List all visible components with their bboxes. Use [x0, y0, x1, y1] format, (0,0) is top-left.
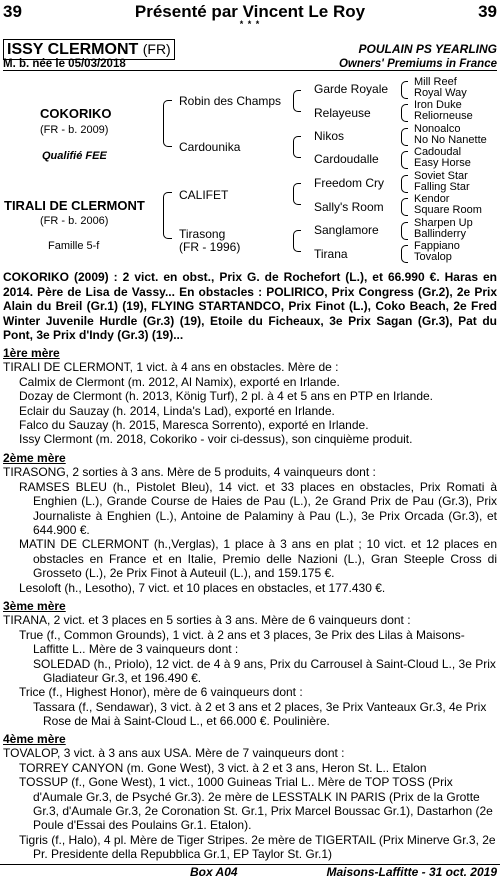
- page-number-left: 39: [3, 2, 22, 21]
- matin-de-clermont: MATIN DE CLERMONT (h.,Verglas), 1 place à 3 ans en plat ; 10 vict. et 12 places en obstacles en France et en Italie, Premio delle Nazioni (L.), Gran Steeple Cross di Grosseto (L.), 2e Prix Finot à Auteuil (L.), and 159.175 €.: [19, 537, 497, 581]
- first-dam-intro: TIRALI DE CLERMONT, 1 vict. à 4 ans en obstacles. Mère de :: [3, 360, 339, 375]
- tassara-entry: Tassara (f., Sendawar), 3 vict. à 2 et 3 ans et 2 places, 3e Prix Vanteaux Gr.3, 4e Prix Rose de Mai à Saint-Cloud L., et 66.000 €. Poulinière.: [33, 699, 487, 729]
- brace-g2-4: [293, 230, 301, 252]
- gen4-4: Reliorneuse: [414, 110, 473, 122]
- tossup-entry: TOSSUP (f., Gone West), 1 vict., 1000 Guineas Trial L.. Mère de TOP TOSS (Prix d'Aumale Gr.3, de Psyché Gr.3). 2e mère de LESSTALK IN PARIS (Prix de la Grotte Gr.3, d'Aumale Gr.3, 2e Coronation St. Gr.1, Prix Marcel Boussac Gr.1), Dastarhon (2e Poule d'Essai des Poulains Gr.1. Etalon).: [19, 775, 493, 833]
- brace-g3-2: [401, 104, 408, 122]
- section-second-dam: [3, 451, 497, 595]
- gen3-7: Sanglamore: [314, 223, 379, 237]
- brace-g3-3: [401, 128, 408, 146]
- third-dam-heading: 3ème mère: [3, 599, 66, 613]
- gen4-6: No No Nanette: [414, 134, 487, 146]
- horse-identity: [3, 40, 497, 71]
- horse-birth: M. b. née le 05/03/2018: [3, 58, 126, 70]
- gen4-3: Iron Duke: [414, 99, 462, 111]
- brace-g2-2: [293, 136, 301, 158]
- sire-note: Qualifié FEE: [42, 150, 107, 162]
- tigris-entry: Tigris (f., Halo), 4 pl. Mère de Tiger Stripes. 2e mère de TIGERTAIL (Prix Minerve Gr.3, 2e Pr. Presidente della Repubblica Gr.1, EP Taylor St. Gr.1): [19, 832, 496, 862]
- trice-entry: Trice (f., Highest Honor), mère de 6 vainqueurs dont :: [19, 685, 303, 700]
- consignor-title: Présenté par Vincent Le Roy: [134, 2, 366, 21]
- brace-sire: [163, 100, 172, 147]
- brace-g2-3: [293, 183, 301, 205]
- brace-g3-5: [401, 175, 408, 193]
- gen4-12: Square Room: [414, 204, 482, 216]
- gen4-10: Falling Star: [414, 181, 470, 193]
- lesoloft: Lesoloft (h., Lesotho), 7 vict. et 10 places en obstacles, et 177.430 €.: [19, 580, 386, 595]
- dam-info: (FR - b. 2006): [40, 215, 109, 227]
- gen3-8: Tirana: [314, 247, 348, 261]
- horse-name: ISSY CLERMONT: [7, 41, 139, 58]
- produce-2: Dozay de Clermont (h. 2013, König Turf), 2 pl. à 4 et 5 ans en PTP en Irlande.: [19, 389, 434, 404]
- gen4-1: Mill Reef: [414, 76, 457, 88]
- section-fourth-dam: [3, 732, 497, 862]
- second-dam-heading: 2ème mère: [3, 451, 66, 465]
- produce-1: Calmix de Clermont (m. 2012, Al Namix), exporté en Irlande.: [19, 374, 340, 389]
- gen4-9: Soviet Star: [414, 170, 468, 182]
- torrey-canyon-entry: TORREY CANYON (m. Gone West), 3 vict. à 2 et 3 ans, Heron St. L.. Etalon: [19, 760, 427, 775]
- sire-notes: COKORIKO (2009) : 2 vict. en obst., Prix G. de Rochefort (L.), et 66.990 €. Haras en 2014. Père de Lisa de Vassy... En obstacles : POLIRICO, Prix Congress (Gr.2), 2e Prix Alain du Breil (Gr.1) (19), FLYING STARTANDCO, Prix Finot (L.), Coko Beach, 2e Fred Winter Juvenile Hurdle (Gr.3) (19), Etoile du Ficheaux, 3e Prix Sagan (Gr.3), Pat du Pont, 3e Prix d'Indy (Gr.3) (19)...: [3, 270, 497, 342]
- gen2-sire-sire: Robin des Champs: [179, 94, 282, 108]
- soledad-entry: SOLEDAD (h., Priolo), 12 vict. de 4 à 9 ans, Prix du Carrousel à Saint-Cloud L., 3e Prix Gladiateur Gr.3, et 196.490 €.: [33, 656, 496, 686]
- ramses-bleu: RAMSES BLEU (h., Pistolet Bleu), 14 vict. et 33 places en obstacles, Prix Romati à Enghien (L.), Grande Course de Haies de Pau (L.), 2e Grand Prix de Pau (Gr.3), Prix Journaliste à Enghien (L.), Antoine de Palaminy à Pau (L.), 3e Prix Orcada (Gr.3), et 644.900 €.: [19, 479, 497, 538]
- horse-origin: (FR): [142, 41, 171, 57]
- gen2-dam-dam-info: (FR - 1996): [179, 240, 241, 254]
- gen4-8: Easy Horse: [414, 157, 471, 169]
- brace-dam: [163, 192, 172, 239]
- gen4-2: Royal Way: [414, 87, 467, 99]
- true-entry: True (f., Common Grounds), 1 vict. à 2 ans et 3 places, 3e Prix des Lilas à Maisons-Laffitte L.. Mère de 3 vainqueurs dont :: [19, 627, 465, 657]
- gen4-15: Fappiano: [414, 240, 460, 252]
- page-number-right: 39: [478, 2, 497, 21]
- box-label: Box A04: [190, 865, 238, 879]
- owners-premiums: Owners' Premiums in France: [338, 58, 497, 70]
- brace-g3-4: [401, 151, 408, 169]
- produce-3: Eclair du Sauzay (h. 2014, Linda's Lad), exporté en Irlande.: [19, 403, 335, 418]
- second-dam-intro: TIRASONG, 2 sorties à 3 ans. Mère de 5 produits, 4 vainqueurs dont :: [3, 465, 376, 480]
- gen4-13: Sharpen Up: [414, 217, 473, 229]
- page-footer: [0, 864, 500, 880]
- first-dam-heading: 1ère mère: [3, 346, 60, 360]
- brace-g3-7: [401, 222, 408, 240]
- gen4-16: Tovalop: [414, 251, 452, 263]
- brace-g3-1: [401, 81, 408, 99]
- fourth-dam-intro: TOVALOP, 3 vict. à 3 ans aux USA. Mère de 7 vainqueurs dont :: [3, 746, 345, 761]
- produce-5: Issy Clermont (m. 2018, Cokoriko - voir ci-dessus), son cinquième produit.: [19, 432, 413, 447]
- fourth-dam-heading: 4ème mère: [3, 732, 66, 746]
- gen4-14: Ballinderry: [414, 228, 466, 240]
- gen2-sire-dam: Cardounika: [179, 140, 241, 154]
- sire-name: COKORIKO: [40, 106, 112, 121]
- gen3-6: Sally's Room: [314, 200, 384, 214]
- produce-4: Falco du Sauzay (h. 2015, Maresca Sorrento), exporté en Irlande.: [19, 418, 369, 433]
- gen2-dam-sire: CALIFET: [179, 188, 229, 202]
- gen4-5: Nonoalco: [414, 123, 461, 135]
- gen4-7: Cadoudal: [414, 146, 462, 158]
- gen3-3: Nikos: [314, 129, 345, 143]
- page-header: [0, 2, 500, 32]
- gen2-dam-dam: Tirasong: [179, 227, 226, 241]
- sale-place-date: Maisons-Laffitte - 31 oct. 2019: [326, 865, 497, 879]
- brace-g3-6: [401, 198, 408, 216]
- gen3-1: Garde Royale: [314, 82, 389, 96]
- header-stars: * * *: [239, 19, 261, 29]
- horse-type: POULAIN PS YEARLING: [358, 42, 497, 56]
- brace-g3-8: [401, 245, 408, 263]
- dam-name: TIRALI DE CLERMONT: [4, 198, 145, 213]
- third-dam-intro: TIRANA, 2 vict. et 3 places en 5 sorties à 3 ans. Mère de 6 vainqueurs dont :: [3, 613, 411, 628]
- section-third-dam: [3, 599, 497, 729]
- sire-info: (FR - b. 2009): [40, 124, 109, 136]
- horse-name-box: [3, 39, 175, 60]
- gen3-4: Cardoudalle: [314, 152, 379, 166]
- dam-family: Famille 5-f: [48, 240, 100, 252]
- gen4-11: Kendor: [414, 193, 450, 205]
- brace-g2-1: [293, 90, 301, 112]
- gen3-2: Relayeuse: [314, 106, 371, 120]
- gen3-5: Freedom Cry: [314, 176, 385, 190]
- section-first-dam: [3, 346, 497, 447]
